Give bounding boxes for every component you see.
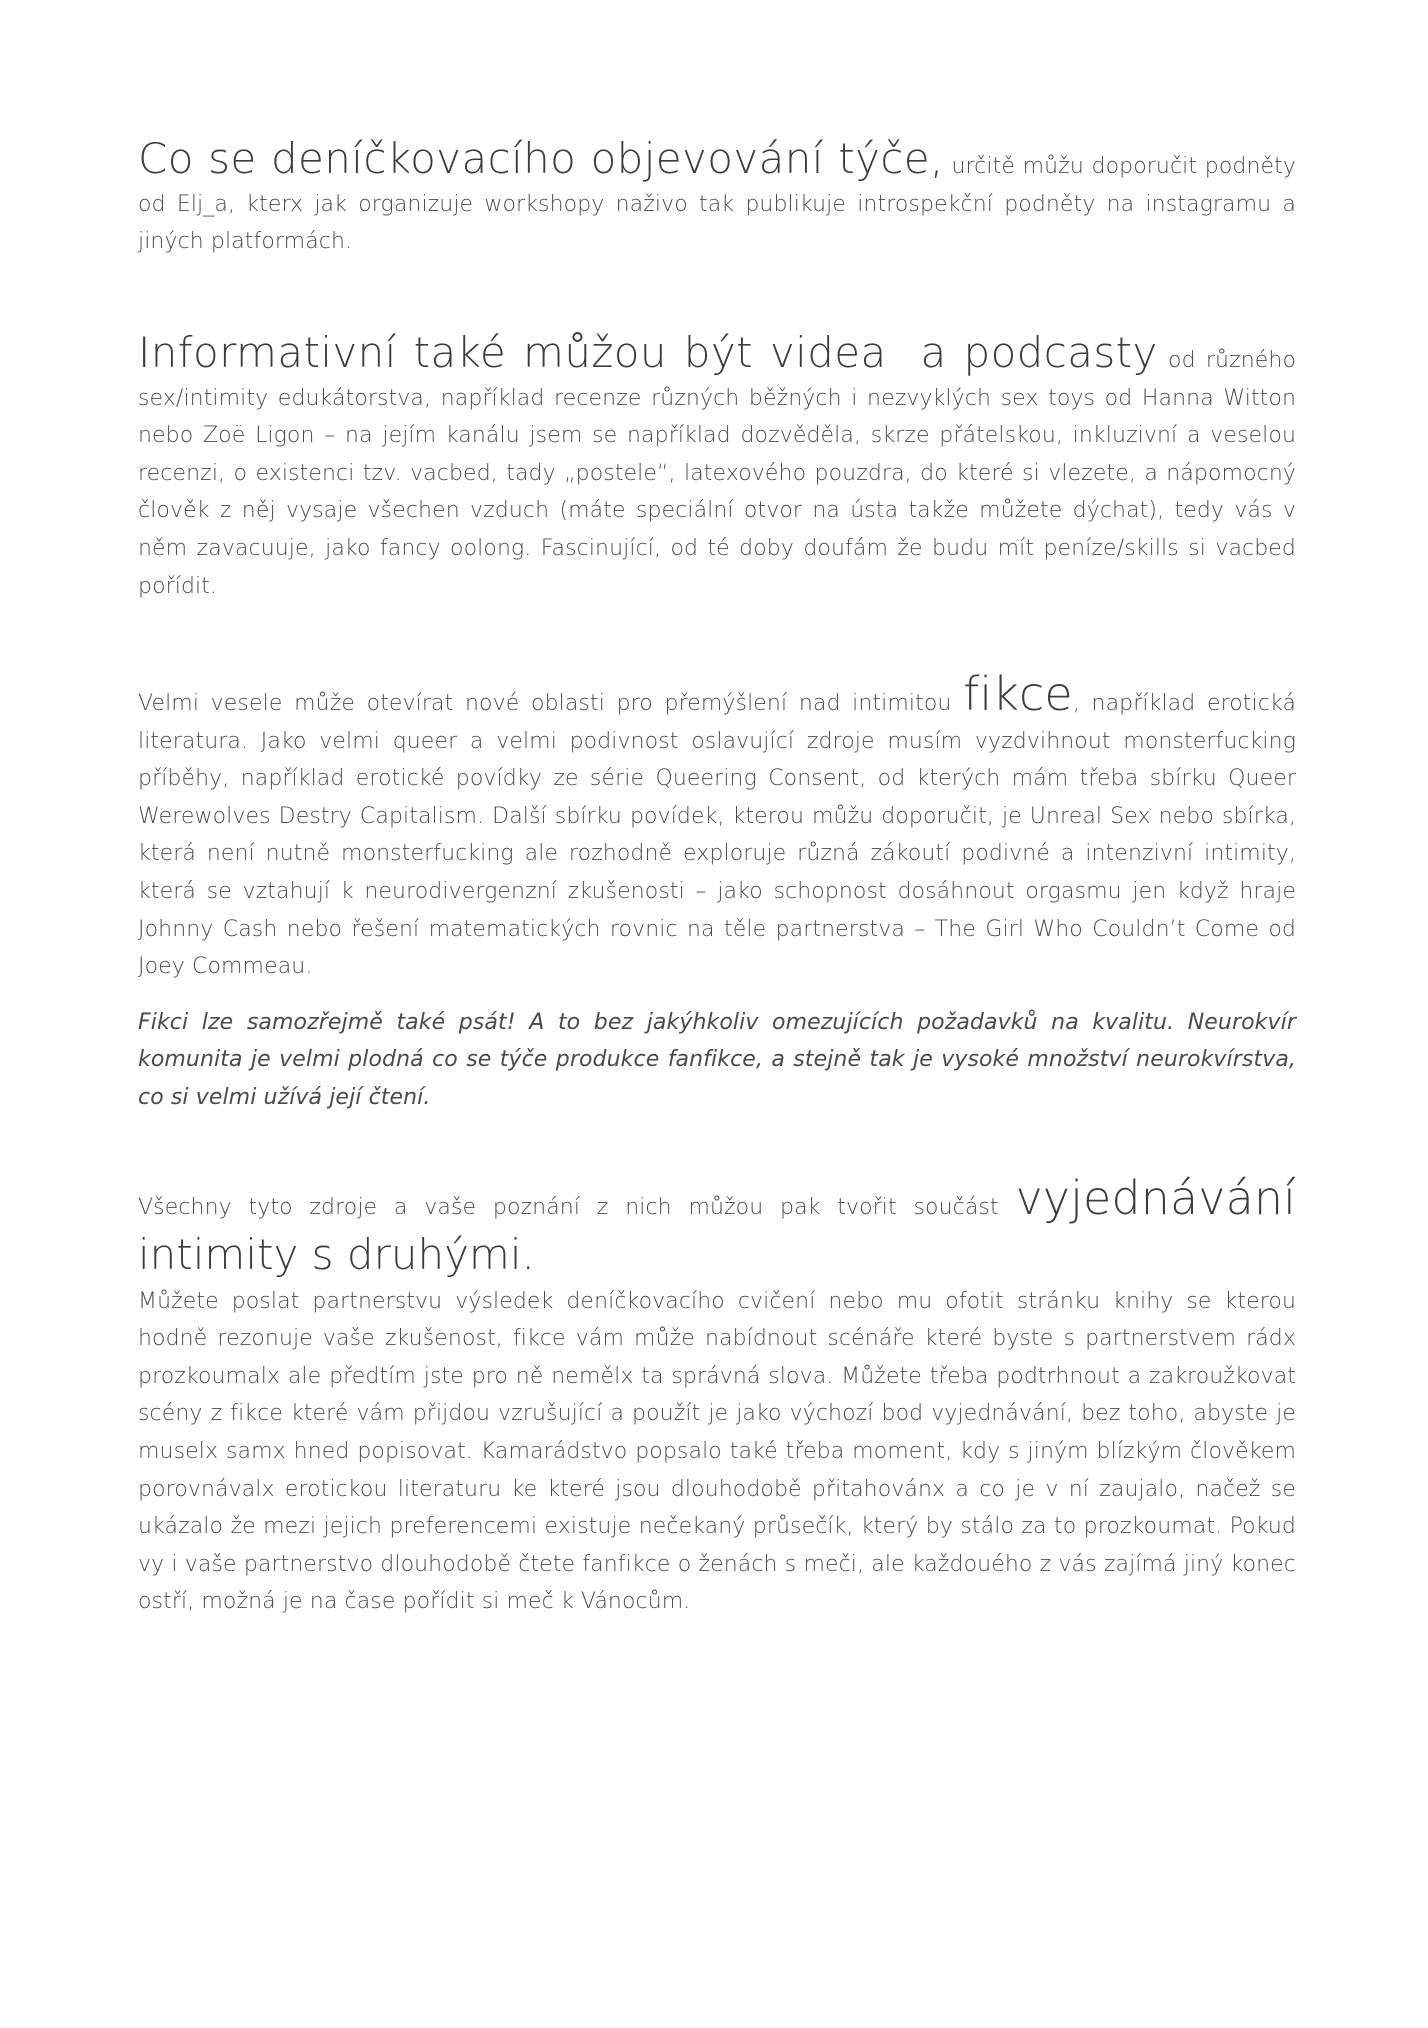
paragraph-text-before: Všechny tyto zdroje a vaše poznání z nich můžou pak tvořit součást — [138, 1195, 1016, 1220]
paragraph-text: od různého sex/intimity edukátorstva, například recenze různých běžných i nezvyklých sex toys od Hanna Witton nebo Zoë Ligon – na jejím kanálu jsem se například dozvěděla, skrze přátelskou, inkluzivní a veselou recenzi, o existenci tzv. vacbed, tady „postele“, latexového pouzdra, do které si vlezete, a nápomocný člověk z něj vysaje všechen vzduch (máte speciální otvor na ústa takže můžete dýchat), tedy vás v něm zavacuuje, jako fancy oolong. Fascinující, od té doby doufám že budu mít peníze/skills si vacbed pořídit. — [138, 348, 1297, 599]
paragraph-videos — [138, 328, 1297, 605]
lead-heading-intimity: intimity s druhými. — [138, 1229, 535, 1279]
section-negotiation — [138, 1171, 1296, 1621]
lead-word-vyjednavani: vyjednávání — [1015, 1171, 1296, 1225]
paragraph-text: určitě můžu doporučit podněty od Elj_a, kterx jak organizuje workshopy naživo tak publikuje introspekční podněty na instagramu a jiných platformách. — [138, 154, 1296, 255]
paragraph-fiction — [138, 667, 1296, 986]
lead-heading-podcasts: a podcasty — [920, 328, 1158, 377]
paragraph-fiction-italic: Fikci lze samozřejmě také psát! A to bez jakýhkoliv omezujících požadavků na kvalitu. Neurokvír komunita je velmi plodná co se týče produkce fanfikce, a stejně tak je vysoké množství neurokvírstva, co si velmi užívá její čtení. — [138, 1009, 1296, 1110]
lead-heading-journaling: Co se deníčkovacího objevování týče, — [138, 134, 944, 183]
section-fiction — [138, 667, 1296, 1117]
lead-heading-videos: Informativní také můžou být videa — [138, 328, 887, 377]
paragraph-journaling — [138, 134, 1296, 261]
section-videos-podcasts — [138, 328, 1297, 605]
paragraph-text-before: Velmi vesele může otevírat nové oblasti pro přemýšlení nad intimitou — [138, 691, 964, 716]
paragraph-negotiation-intro — [138, 1171, 1296, 1227]
paragraph-negotiation: Můžete poslat partnerstvu výsledek deníčkovacího cvičení nebo mu ofotit stránku knihy se kterou hodně rezonuje vaše zkušenost, fikce vám může nabídnout scénáře které byste s partnerstvem rádx prozkoumalx ale předtím jste pro ně nemělx ta správná slova. Můžete třeba podtrhnout a zakroužkovat scény z fikce které vám přijdou vzrušující a použít je jako výchozí bod vyjednávání, bez toho, abyste je muselx samx hned popisovat. Kamarádstvo popsalo také třeba moment, kdy s jiným blízkým člověkem porovnávalx erotickou literaturu ke které jsou dlouhodobě přitahovánx a co je v ní zaujalo, načež se ukázalo že mezi jejich preferencemi existuje nečekaný průsečík, který by stálo za to prozkoumat. Pokud vy i vaše partnerstvo dlouhodobě čtete fanfikce o ženách s meči, ale každouého z vás zajímá jiný konec ostří, možná je na čase pořídit si meč k Vánocům. — [138, 1288, 1296, 1615]
lead-word-fikce: fikce — [963, 667, 1073, 721]
section-journaling — [138, 134, 1296, 261]
paragraph-text-after: , například erotická literatura. Jako velmi queer a velmi podivnost oslavující zdroje musím vyzdvihnout monsterfucking příběhy, například erotické povídky ze série Queering Consent, od kterých mám třeba sbírku Queer Werewolves Destry Capitalism. Další sbírku povídek, kterou můžu doporučit, je Unreal Sex nebo sbírka, která není nutně monsterfucking ale rozhodně exploruje různá zákoutí podivné a intenzivní intimity, která se vztahují k neurodivergenzní zkušenosti – jako schopnost dosáhnout orgasmu jen když hraje Johnny Cash nebo řešení matematických rovnic na těle partnerstva – The Girl Who Couldn’t Come od Joey Commeau. — [138, 691, 1296, 980]
